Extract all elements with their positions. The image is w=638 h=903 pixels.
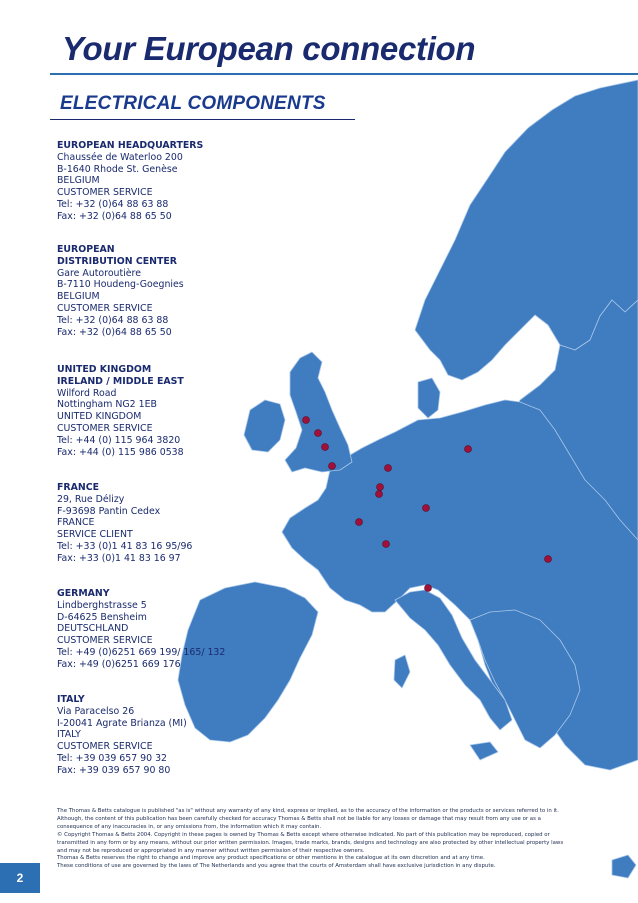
office-heading: UNITED KINGDOM (57, 364, 152, 375)
britain-shape (285, 352, 352, 472)
office-line: F-93698 Pantin Cedex (57, 505, 161, 517)
office-fax: Fax: +33 (0)1 41 83 16 97 (57, 552, 181, 564)
office-line: CUSTOMER SERVICE (57, 635, 153, 647)
office-phone: Tel: +33 (0)1 41 83 16 95/96 (57, 540, 193, 552)
office-phone: Tel: +49 (0)6251 669 199/ 165/ 132 (57, 646, 226, 658)
office-block-headquarters (57, 140, 267, 223)
office-heading: IRELAND / MIDDLE EAST (57, 375, 184, 387)
office-line: Gare Autoroutière (57, 267, 141, 279)
office-line: Via Paracelso 26 (57, 705, 135, 717)
marker-amsterdam (385, 465, 392, 472)
marker-london (329, 463, 336, 470)
office-phone: Tel: +39 039 657 90 32 (57, 752, 167, 764)
office-line: UNITED KINGDOM (57, 411, 142, 423)
marker-manchester (315, 430, 322, 437)
page-title: Your European connection (62, 30, 476, 67)
office-line: CUSTOMER SERVICE (57, 741, 153, 753)
office-line: SERVICE CLIENT (57, 529, 133, 541)
office-phone: Tel: +44 (0) 115 964 3820 (57, 434, 181, 446)
office-line: D-64625 Bensheim (57, 611, 147, 623)
office-line: CUSTOMER SERVICE (57, 422, 153, 434)
legal-line: Thomas & Betts reserves the right to change and improve any product specifications or other mentions in the catalogue at its own discretion and at any time. (57, 855, 485, 862)
legal-line: © Copyright Thomas & Betts 2004. Copyright in these pages is owned by Thomas & Betts except where otherwise indicated. No part of this publication may be reproduced, copied or (57, 831, 550, 838)
legal-line: consequence of any inaccuracies in, or any omissions from, the information which it may contain. (57, 823, 322, 830)
office-line: B-7110 Houdeng-Goegnies (57, 279, 184, 291)
office-line: BELGIUM (57, 291, 100, 303)
legal-line: and may not be reproduced or appropriated in any manner without written permission of their respective owners. (57, 847, 365, 854)
office-block-germany (57, 588, 267, 671)
office-heading: ITALY (57, 694, 85, 705)
office-block-italy (57, 694, 267, 777)
office-line: BELGIUM (57, 175, 100, 187)
marker-paris (356, 519, 363, 526)
office-fax: Fax: +39 039 657 90 80 (57, 764, 171, 776)
denmark-shape (418, 378, 440, 418)
office-heading: DISTRIBUTION CENTER (57, 255, 177, 267)
office-block-distribution (57, 244, 267, 338)
sardinia-shape (394, 655, 410, 688)
legal-line: The Thomas & Betts catalogue is published "as is" without any warranty of any kind, express or implied, as to the accuracy of the information or the products or services referred to in it. (57, 808, 559, 814)
section-title: ELECTRICAL COMPONENTS (60, 93, 326, 114)
marker-glasgow (303, 417, 310, 424)
office-phone: Tel: +32 (0)64 88 63 88 (57, 198, 169, 210)
office-line: Lindberghstrasse 5 (57, 599, 147, 611)
office-line: 29, Rue Délizy (57, 493, 125, 505)
office-line: B-1640 Rhode St. Genèse (57, 163, 178, 175)
legal-line: Although, the content of this publication has been carefully checked for accuracy Thomas & Betts shall not be liable for any losses or damage that may result from any use or as a (57, 815, 541, 822)
section-title-rule (50, 119, 355, 120)
legal-line: transmitted in any form or by any means, without our prior written permission. Images, trade marks, brands, designs and technology are also protected by other intellectual property laws (57, 839, 564, 846)
office-line: Wilford Road (57, 387, 117, 399)
office-phone: Tel: +32 (0)64 88 63 88 (57, 314, 169, 326)
marker-budapest (545, 556, 552, 563)
office-block-france (57, 482, 267, 565)
marker-nottingham (322, 444, 329, 451)
office-block-uk (57, 364, 267, 458)
marker-berlin (465, 446, 472, 453)
office-fax: Fax: +32 (0)64 88 65 50 (57, 326, 172, 338)
office-heading: EUROPEAN (57, 244, 115, 255)
title-rule (50, 73, 638, 75)
marker-brussels (376, 491, 383, 498)
office-line: DEUTSCHLAND (57, 623, 129, 635)
page-number: 2 (0, 863, 40, 893)
office-line: ITALY (57, 729, 81, 741)
legal-line: These conditions of use are governed by the laws of The Netherlands and you agree that the courts of Amsterdam shall have exclusive jurisdiction in any dispute. (57, 863, 496, 870)
office-line: I-20041 Agrate Brianza (MI) (57, 717, 187, 729)
office-fax: Fax: +32 (0)64 88 65 50 (57, 210, 172, 222)
marker-lyon (383, 541, 390, 548)
island-shape (612, 855, 636, 878)
marker-frankfurt (423, 505, 430, 512)
office-line: FRANCE (57, 517, 95, 529)
office-line: CUSTOMER SERVICE (57, 187, 153, 199)
legal-notice (57, 808, 587, 871)
office-heading: FRANCE (57, 482, 100, 493)
office-line: Nottingham NG2 1EB (57, 399, 157, 411)
office-heading: GERMANY (57, 588, 110, 599)
office-heading: EUROPEAN HEADQUARTERS (57, 140, 204, 151)
office-line: CUSTOMER SERVICE (57, 302, 153, 314)
office-fax: Fax: +44 (0) 115 986 0538 (57, 446, 184, 458)
marker-milan (425, 585, 432, 592)
office-line: Chaussée de Waterloo 200 (57, 151, 183, 163)
sicily-shape (470, 742, 498, 760)
office-fax: Fax: +49 (0)6251 669 176 (57, 658, 181, 670)
marker-antwerp (377, 484, 384, 491)
